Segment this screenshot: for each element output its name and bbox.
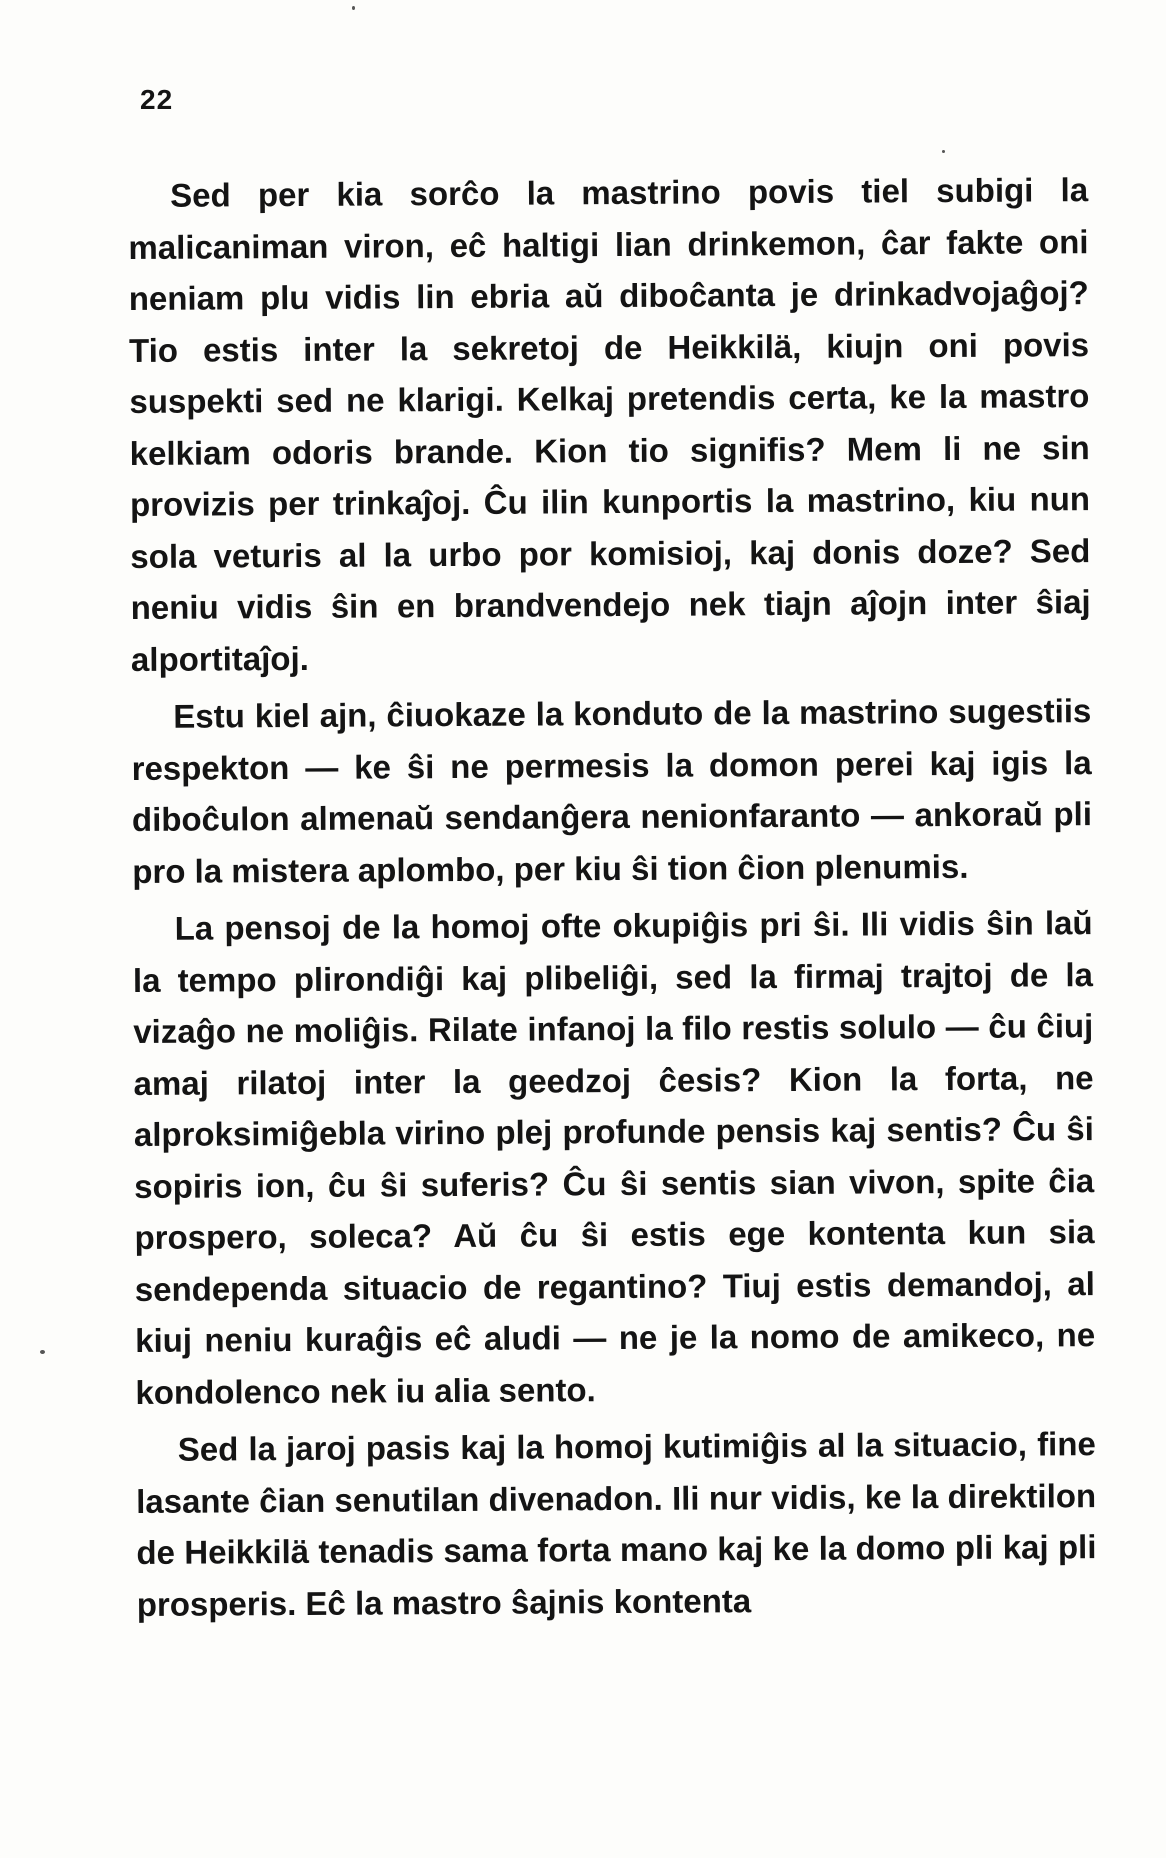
- paragraph-1: Sed per kia sorĉo la mastrino povis tiel subigi la malicaniman viron, eĉ haltigi lian drinkemon, ĉar fakte oni neniam plu vidis lin ebria aŭ diboĉanta je drinkadvojaĝoj? Tio estis inter la sekretoj de Heikkilä, kiujn oni povis suspekti sed ne klarigi. Kelkaj pretendis certa, ke la mastro kelkiam odoris brande. Kion tio signifis? Mem li ne sin provizis per trinkaĵoj. Ĉu ilin kunportis la mastrino, kiu nun sola veturis al la urbo por komisioj, kaj donis doze? Sed neniu vidis ŝin en brandvendejo nek tiajn aĵojn inter ŝiaj alportitaĵoj.: [128, 171, 1091, 678]
- page-number: 22: [140, 84, 174, 115]
- paragraph-3: La pensoj de la homoj ofte okupiĝis pri ŝi. Ili vidis ŝin laŭ la tempo plirondiĝi kaj plibeliĝi, sed la firmaj trajtoj de la vizaĝo ne moliĝis. Rilate infanoj la filo restis solulo — ĉu ĉiuj amaj rilatoj inter la geedzoj ĉesis? Kion la forta, ne alproksimiĝebla virino plej profunde pensis kaj sentis? Ĉu ŝi sopiris ion, ĉu ŝi suferis? Ĉu ŝi sentis sian vivon, spite ĉia prospero, soleca? Aŭ ĉu ŝi estis ege kontenta kun sia sendependa situacio de regantino? Tiuj estis demandoj, al kiuj neniu kuraĝis eĉ aludi — ne je la nomo de amikeco, ne kondolenco nek iu alia sento.: [132, 904, 1096, 1411]
- body-text: [128, 164, 1097, 1630]
- paragraph-4: Sed la jaroj pasis kaj la homoj kutimiĝis al la situacio, fine lasante ĉian senutilan divenadon. Ili nur vidis, ke la direktilon de Heikkilä tenadis sama forta mano kaj ke la domo pli kaj pli prosperis. Eĉ la mastro ŝajnis kontenta: [136, 1425, 1097, 1623]
- scan-speck: [40, 1350, 45, 1354]
- scan-speck: [942, 150, 945, 153]
- paragraph-2: Estu kiel ajn, ĉiuokaze la konduto de la mastrino sugestiis respekton — ke ŝi ne permesis la domon perei kaj igis la diboĉulon almenaŭ sendanĝera nenionfaranto — ankoraŭ pli pro la mistera aplombo, per kiu ŝi tion ĉion plenumis.: [131, 692, 1093, 890]
- scan-speck: [352, 6, 355, 10]
